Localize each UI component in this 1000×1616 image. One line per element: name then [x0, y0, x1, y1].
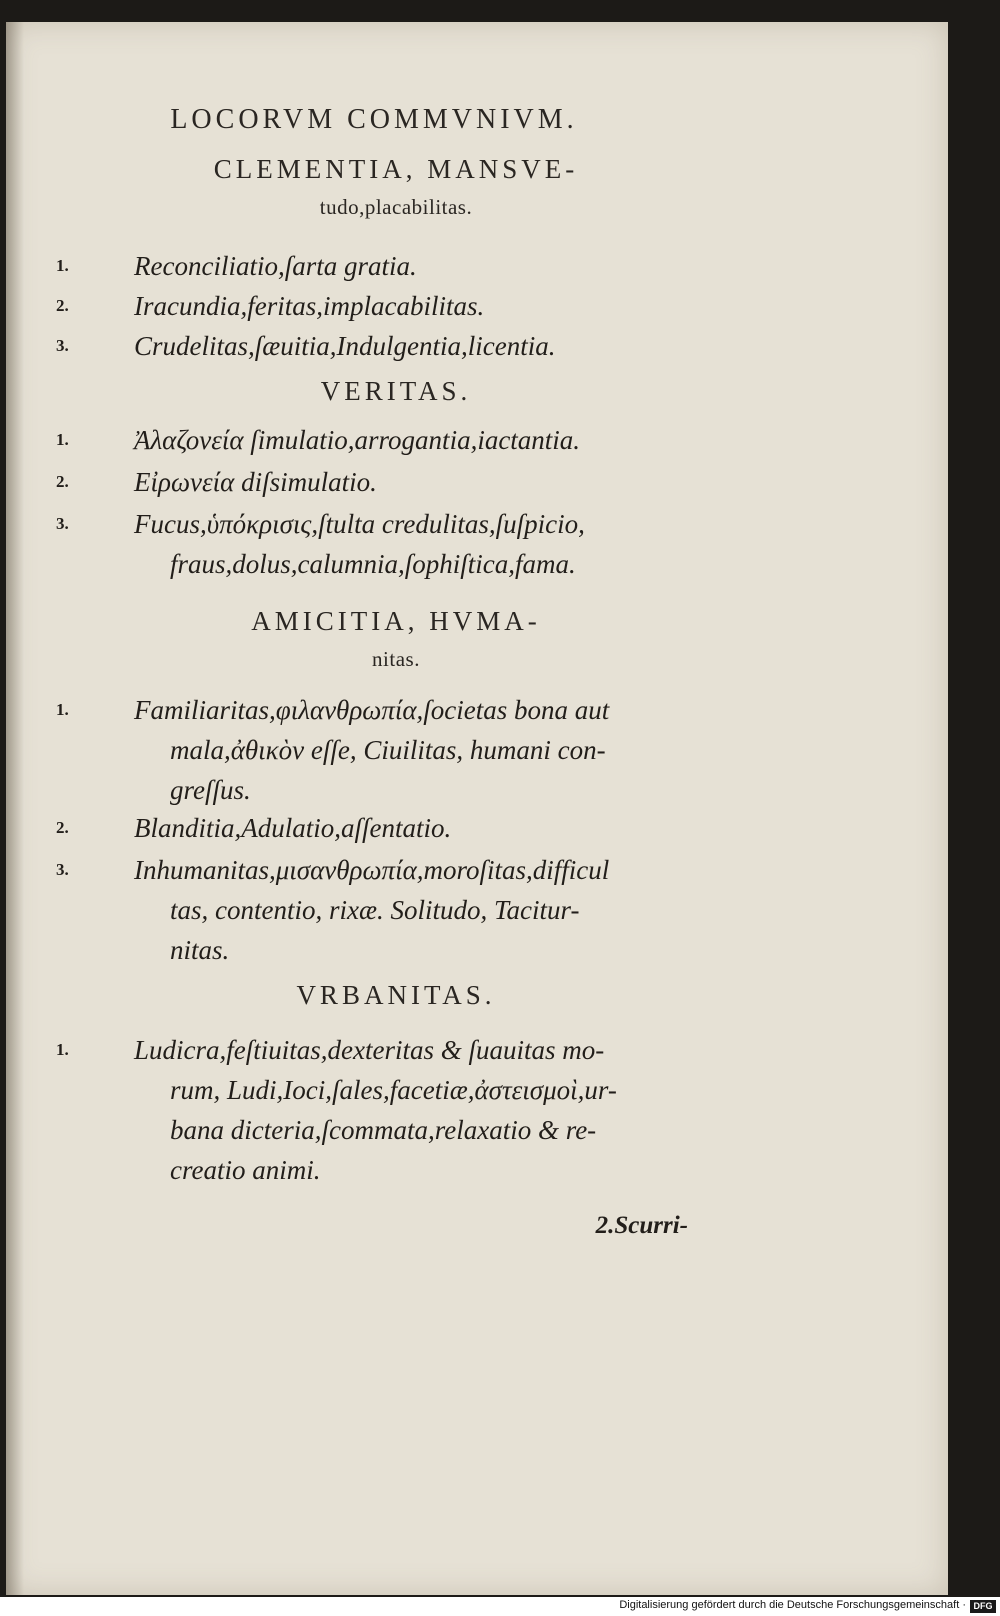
- heading-continuation: nitas.: [372, 647, 420, 671]
- entry-number: 3.: [56, 860, 69, 879]
- heading-text: CLEMENTIA, MANSVE-: [213, 154, 579, 184]
- entry-number: 2.: [56, 818, 69, 837]
- heading-text: AMICITIA, HVMA-: [251, 606, 541, 636]
- entry-number: 1.: [56, 256, 69, 275]
- section-heading-amicitia: [106, 602, 686, 678]
- entry: [56, 690, 716, 810]
- entry: [56, 462, 716, 502]
- entry: [56, 246, 716, 286]
- entry: [56, 326, 716, 366]
- entry: [56, 420, 716, 460]
- entry-text: Inhumanitas,μισανθρωπία,moroſitas,difficul tas, contentio, rixæ. Solitudo, Tacitur- nitas.: [134, 855, 610, 965]
- entry-text: Iracundia,feritas,implacabilitas.: [134, 291, 485, 321]
- entry-number: 1.: [56, 430, 69, 449]
- section-heading-veritas: [106, 372, 686, 410]
- heading-text: VRBANITAS.: [296, 980, 496, 1010]
- entry: [56, 286, 716, 326]
- entry-number: 1.: [56, 1040, 69, 1059]
- entry-text: Reconciliatio,ſarta gratia.: [134, 251, 417, 281]
- entry-number: 2.: [56, 472, 69, 491]
- binding-shadow: [6, 22, 24, 1595]
- entry: [56, 1030, 716, 1190]
- section-heading-clementia: [106, 150, 686, 226]
- entry-text: Εἰρωνεία diſsimulatio.: [134, 467, 377, 497]
- digitization-credit: Digitalisierung gefördert durch die Deutsche Forschungsgemeinschaft ·: [619, 1599, 966, 1611]
- entry: [56, 504, 716, 584]
- entry: [56, 850, 716, 970]
- dfg-logo-icon: DFG: [970, 1600, 996, 1613]
- section-heading-urbanitas: [106, 976, 686, 1014]
- entry-number: 3.: [56, 514, 69, 533]
- entry-text: Crudelitas,ſæuitia,Indulgentia,licentia.: [134, 331, 556, 361]
- entry-number: 3.: [56, 336, 69, 355]
- entry-number: 2.: [56, 296, 69, 315]
- entry-text: Ludicra,feſtiuitas,dexteritas & ſuauitas mo- rum, Ludi,Ioci,ſales,facetiæ,ἀστεισμοὶ,ur- bana dicteria,ſcommata,relaxatio & re- creatio animi.: [134, 1035, 617, 1185]
- entry-text: Blanditia,Adulatio,aſſentatio.: [134, 813, 452, 843]
- running-head: LOCORVM COMMVNIVM.: [170, 104, 578, 135]
- entry-number: 1.: [56, 700, 69, 719]
- heading-text: VERITAS.: [320, 376, 472, 406]
- entry-text: Ἀλαζονεία ſimulatio,arrogantia,iactantia.: [134, 425, 581, 455]
- entry: [56, 808, 716, 848]
- entry-text: Fucus,ὑπόκρισις,ſtulta credulitas,ſuſpicio, fraus,dolus,calumnia,ſophiſtica,fama.: [134, 509, 585, 579]
- book-page: [6, 22, 948, 1595]
- catchword: 2.Scurri-: [595, 1212, 688, 1239]
- entry-text: Familiaritas,φιλανθρωπία,ſocietas bona aut mala,ἀθικὸν eſſe, Ciuilitas, humani con- greſſus.: [134, 695, 610, 805]
- heading-continuation: tudo,placabilitas.: [319, 195, 473, 219]
